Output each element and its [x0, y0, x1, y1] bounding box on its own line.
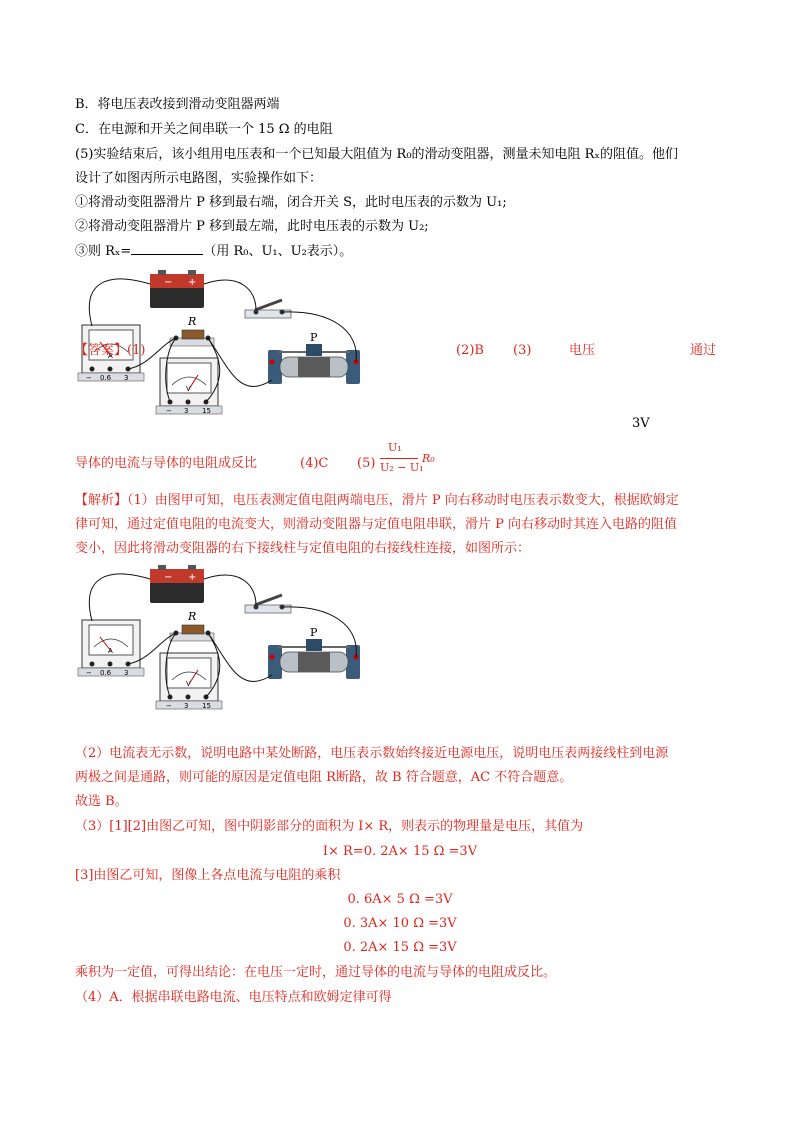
analysis-1-line3: 变小，因此将滑动变阻器的右下接线柱与定值电阻的右接线柱连接，如图所示： — [75, 541, 531, 556]
answer-voltage: 电压 — [569, 343, 596, 358]
analysis-2-line1: （2）电流表无示数，说明电路中某处断路，电压表示数始终接近电源电压，说明电压表两接线柱到电源 — [75, 746, 669, 761]
option-b: B．将电压表改接到滑动变阻器两端 — [75, 97, 280, 112]
analysis-3-line1: （3）[1][2]由图乙可知，图中阴影部分的面积为 I× R，则表示的物理量是电压，其值为 — [75, 819, 584, 834]
fraction-numerator: U₁ — [388, 441, 402, 454]
answer-tag: 【答案】(1) — [75, 343, 146, 358]
answer-part-3: (3) — [513, 343, 532, 358]
analysis-4-line1: （4）A．根据串联电路电流、电压特点和欧姆定律可得 — [75, 990, 392, 1005]
question-5-line1: (5)实验结束后，该小组用电压表和一个已知最大阻值为 R₀的滑动变阻器，测量未知电阻 Rₓ的阻值。他们 — [75, 147, 678, 162]
answer-blank — [131, 242, 203, 255]
option-c: C．在电源和开关之间串联一个 15 Ω 的电阻 — [75, 122, 333, 137]
answer-through: 通过 — [690, 343, 717, 358]
analysis-3-product-3: 0. 2A× 15 Ω =3V — [343, 940, 457, 955]
analysis-3-product-2: 0. 3A× 10 Ω =3V — [343, 916, 457, 931]
analysis-3-equation: I× R=0. 2A× 15 Ω =3V — [322, 844, 478, 859]
analysis-3-conclusion: 乘积为一定值，可得出结论：在电压一定时，通过导体的电流与导体的电阻成反比。 — [75, 965, 557, 980]
analysis-3-product-1: 0. 6A× 5 Ω =3V — [347, 892, 453, 907]
step-3 — [75, 242, 352, 261]
answer-part-4: (4)C — [300, 456, 329, 471]
step-3-prefix: ③则 Rₓ= — [75, 244, 132, 259]
answer-value-3v: 3V — [632, 416, 650, 431]
step-2: ②将滑动变阻器滑片 P 移到最左端，此时电压表的示数为 U₂; — [75, 219, 429, 234]
step-1: ①将滑动变阻器滑片 P 移到最右端，闭合开关 S，此时电压表的示数为 U₁; — [75, 195, 507, 210]
analysis-3-line2: [3]由图乙可知，图像上各点电流与电阻的乘积 — [75, 868, 341, 883]
answer-part-5: (5) — [357, 456, 376, 471]
step-3-suffix: （用 R₀、U₁、U₂表示）。 — [203, 244, 353, 259]
answer-conclusion: 导体的电流与导体的电阻成反比 — [75, 456, 258, 471]
analysis-2-line2: 两极之间是通路，则可能的原因是定值电阻 R断路，故 B 符合题意，AC 不符合题意。 — [75, 770, 573, 785]
fraction-bar — [380, 458, 418, 459]
analysis-1-line2: 律可知，通过定值电阻的电流变大，则滑动变阻器与定值电阻串联，滑片 P 向右移动时其连入电路的阻值 — [75, 517, 678, 532]
question-5-line2: 设计了如图丙所示电路图，实验操作如下： — [75, 171, 323, 186]
fraction-r0: R₀ — [422, 452, 435, 465]
answer-part-2: (2)B — [456, 343, 484, 358]
analysis-2-choice: 故选 B。 — [75, 794, 128, 809]
analysis-1-line1: 【解析】（1）由图甲可知，电压表测定值电阻两端电压，滑片 P 向右移动时电压表示数变大，根据欧姆定 — [75, 493, 679, 508]
fraction-denominator: U₂ − U₁ — [380, 461, 424, 474]
circuit-figure-analysis — [70, 565, 450, 715]
